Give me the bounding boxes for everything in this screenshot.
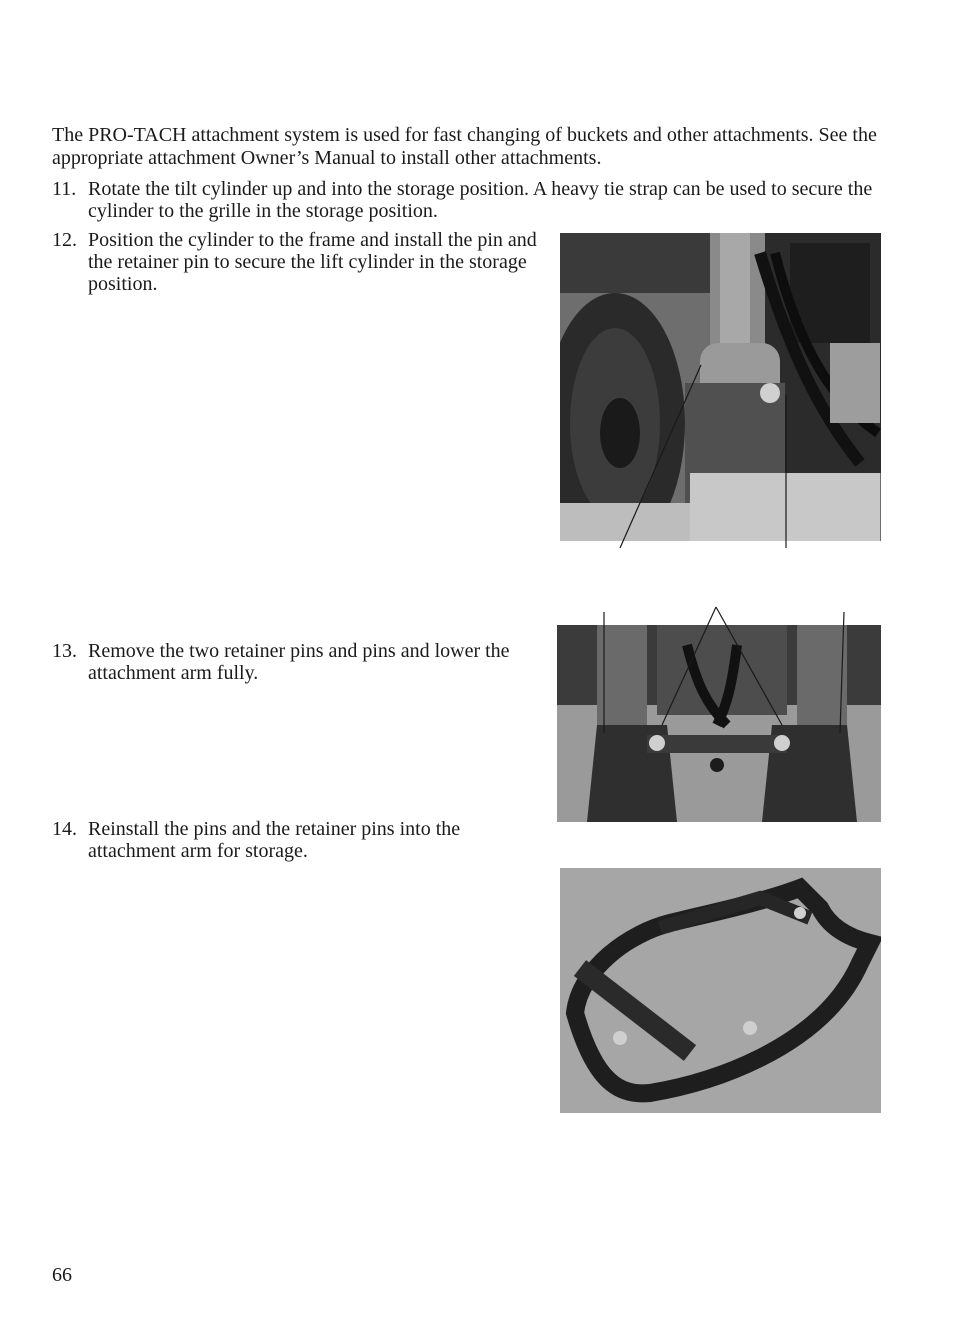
step-text: Position the cylinder to the frame and install the pin and the retainer pin to secure the lift cylinder in the storage position.: [88, 229, 537, 295]
attachment-arm-lowered-photo: [557, 625, 881, 822]
step-13: [52, 640, 542, 684]
step-text: Rotate the tilt cylinder up and into the storage position. A heavy tie strap can be used to secure the cylinder to the grille in the storage position.: [88, 178, 873, 222]
step-text: Remove the two retainer pins and pins and lower the attachment arm fully.: [88, 640, 510, 684]
intro-paragraph: The PRO-TACH attachment system is used for fast changing of buckets and other attachments. See the appropriate attachment Owner’s Manual to install other attachments.: [52, 124, 877, 169]
step-11: [52, 178, 892, 222]
step-number: 12.: [52, 229, 77, 251]
step-12: [52, 229, 552, 295]
step-number: 13.: [52, 640, 77, 662]
step-number: 14.: [52, 818, 77, 840]
page-number: 66: [52, 1264, 72, 1286]
lift-cylinder-storage-photo: [560, 233, 881, 541]
attachment-arm-storage-photo: [560, 868, 881, 1113]
step-text: Reinstall the pins and the retainer pins into the attachment arm for storage.: [88, 818, 461, 862]
step-14: [52, 818, 542, 862]
step-number: 11.: [52, 178, 77, 200]
